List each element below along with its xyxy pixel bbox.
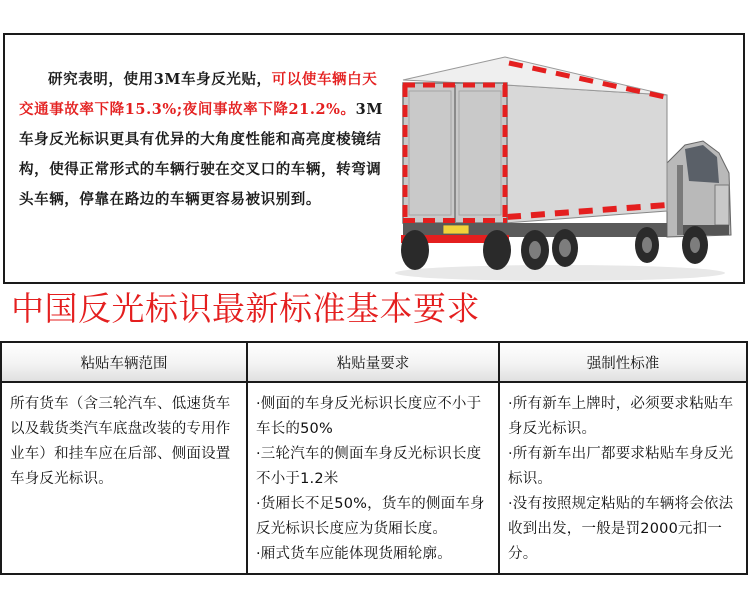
intro-text-highlight: 可以使车辆白天交通事故率下降15.3%;夜间事故率下降21.2%。	[19, 71, 378, 118]
page-title: 中国反光标识最新标准基本要求	[11, 289, 480, 328]
cell-mandatory-standard	[499, 382, 747, 574]
list-item: ·所有新车上牌时，必须要求粘贴车身反光标识。	[508, 396, 734, 437]
header-mandatory-standard: 强制性标准	[499, 342, 747, 382]
list-item: ·所有新车出厂都要求粘贴车身反光标识。	[508, 446, 734, 487]
cell-quantity-requirement	[247, 382, 499, 574]
intro-text-1: 研究表明，使用3M车身反光贴，	[48, 71, 272, 88]
list-item: ·没有按照规定粘贴的车辆将会依法收到出发，一般是罚2000元扣一分。	[508, 496, 734, 562]
list-item: ·侧面的车身反光标识长度应不小于车长的50%	[256, 396, 482, 437]
intro-paragraph	[19, 65, 389, 215]
table-row	[1, 382, 747, 574]
header-quantity-requirement: 粘贴量要求	[247, 342, 499, 382]
list-item: ·三轮汽车的侧面车身反光标识长度不小于1.2米	[256, 446, 482, 487]
truck-trailer-with-reflective-tape-icon	[385, 45, 745, 284]
header-vehicle-scope: 粘贴车辆范围	[1, 342, 247, 382]
list-item: ·厢式货车应能体现货厢轮廓。	[256, 546, 452, 562]
intro-panel	[3, 33, 745, 284]
cell-vehicle-scope: 所有货车（含三轮汽车、低速货车以及载货类汽车底盘改装的专用作业车）和挂车应在后部、侧面设置车身反光标识。	[1, 382, 247, 574]
intro-text-2: 3M车身反光标识更具有优异的大角度性能和高亮度棱镜结构，使得正常形式的车辆行驶在交叉口的车辆，转弯调头车辆，停靠在路边的车辆更容易被识别到。	[19, 101, 383, 208]
requirements-table	[0, 341, 748, 575]
table-header-row	[1, 342, 747, 382]
list-item: ·货厢长不足50%，货车的侧面车身反光标识长度应为货厢长度。	[256, 496, 485, 537]
